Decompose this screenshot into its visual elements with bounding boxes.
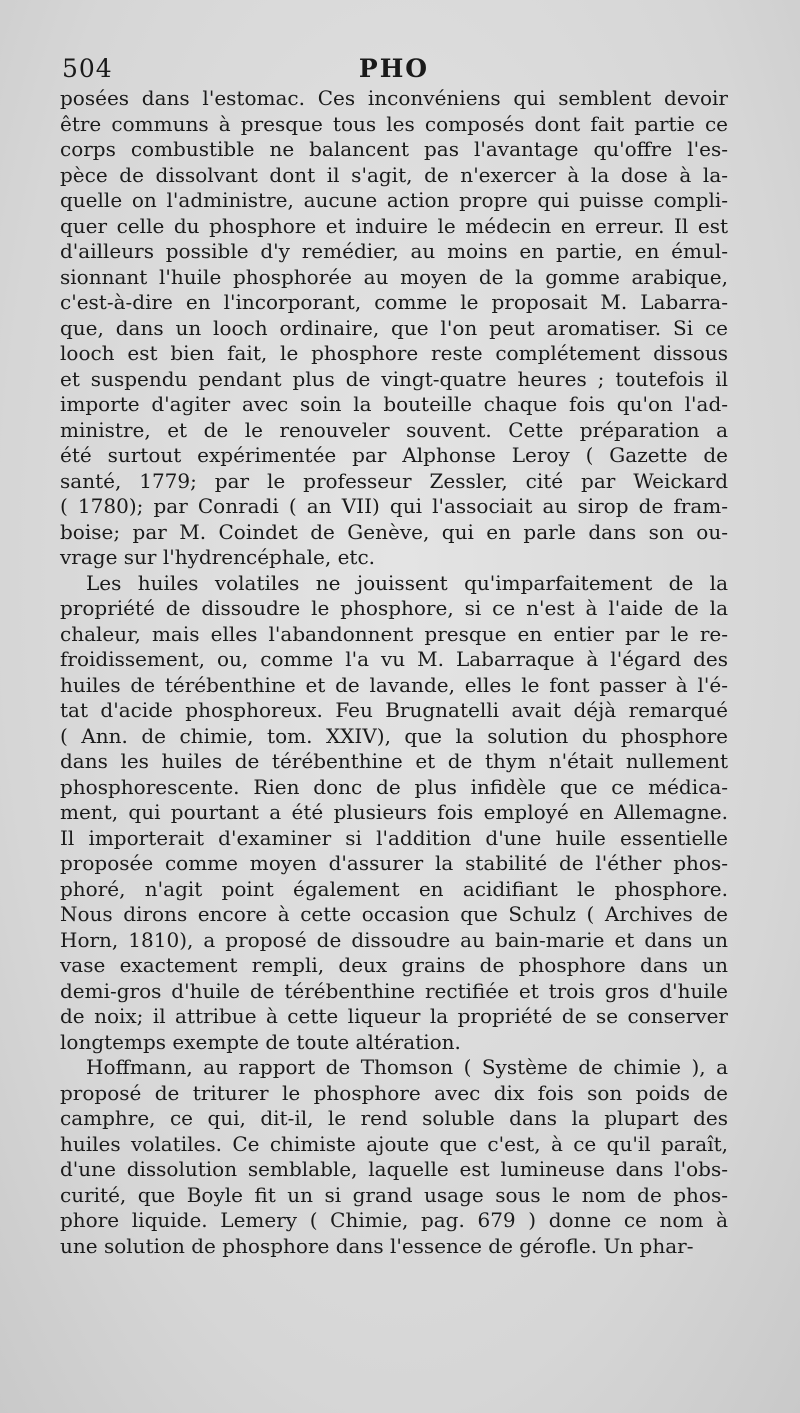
text-line: Il importerait d'examiner si l'addition d'une huile essentielle	[60, 825, 728, 850]
text-line: phosphorescente. Rien donc de plus infidèle que ce médica-	[60, 774, 728, 799]
text-line: d'une dissolution semblable, laquelle est lumineuse dans l'obs-	[60, 1157, 728, 1181]
text-line: quelle on l'administre, aucune action propre qui puisse compli-	[60, 188, 728, 212]
text-line: huiles de térébenthine et de lavande, elles le font passer à l'é-	[60, 672, 728, 697]
page-text	[60, 86, 728, 1259]
text-line: de noix; il attribue à cette liqueur la propriété de se conserver	[60, 1004, 728, 1028]
text-line: pèce de dissolvant dont il s'agit, de n'exercer à la dose à la-	[60, 162, 728, 187]
text-line: ministre, et de le renouveler souvent. Cette préparation a	[60, 417, 728, 442]
text-line: importe d'agiter avec soin la bouteille chaque fois qu'on l'ad-	[60, 392, 728, 416]
text-line: santé, 1779; par le professeur Zessler, cité par Weickard	[60, 468, 728, 493]
text-line: posées dans l'estomac. Ces inconvéniens qui semblent devoir	[60, 86, 728, 110]
text-line: froidissement, ou, comme l'a vu M. Labarraque à l'égard des	[60, 647, 728, 671]
text-line: proposée comme moyen d'assurer la stabilité de l'éther phos-	[60, 851, 728, 875]
text-line: chaleur, mais elles l'abandonnent presque en entier par le re-	[60, 621, 728, 646]
text-line: ment, qui pourtant a été plusieurs fois employé en Allemagne.	[60, 800, 728, 824]
text-line: que, dans un looch ordinaire, que l'on peut aromatiser. Si ce	[60, 315, 728, 340]
text-line: c'est-à-dire en l'incorporant, comme le proposait M. Labarra-	[60, 290, 728, 314]
text-line: proposé de triturer le phosphore avec dix fois son poids de	[60, 1080, 728, 1105]
text-line: boise; par M. Coindet de Genève, qui en parle dans son ou-	[60, 519, 728, 544]
running-head: PHO	[358, 54, 430, 83]
text-line: dans les huiles de térébenthine et de thym n'était nullement	[60, 749, 728, 773]
text-line: curité, que Boyle fit un si grand usage sous le nom de phos-	[60, 1182, 728, 1207]
text-line: été surtout expérimentée par Alphonse Leroy ( Gazette de	[60, 443, 728, 467]
text-line: et suspendu pendant plus de vingt-quatre heures ; toutefois il	[60, 366, 728, 391]
text-line: ( 1780); par Conradi ( an VII) qui l'associait au sirop de fram-	[60, 494, 728, 518]
text-line: Les huiles volatiles ne jouissent qu'imparfaitement de la	[86, 570, 728, 595]
text-line: demi-gros d'huile de térébenthine rectifiée et trois gros d'huile	[60, 978, 728, 1003]
text-line: phore liquide. Lemery ( Chimie, pag. 679 ) donne ce nom à	[60, 1208, 728, 1232]
text-line: ( Ann. de chimie, tom. XXIV), que la solution du phosphore	[60, 723, 728, 748]
text-line: quer celle du phosphore et induire le médecin en erreur. Il est	[60, 213, 728, 238]
text-line: propriété de dissoudre le phosphore, si ce n'est à l'aide de la	[60, 596, 728, 620]
text-line: être communs à presque tous les composés dont fait partie ce	[60, 111, 728, 136]
text-line: Horn, 1810), a proposé de dissoudre au bain-marie et dans un	[60, 927, 728, 952]
text-line: sionnant l'huile phosphorée au moyen de la gomme arabique,	[60, 264, 728, 289]
text-line: Hoffmann, au rapport de Thomson ( Système de chimie ), a	[86, 1055, 728, 1079]
text-line: looch est bien fait, le phosphore reste complétement dissous	[60, 341, 728, 365]
text-line: longtemps exempte de toute altération.	[60, 1029, 461, 1054]
text-line: corps combustible ne balancent pas l'avantage qu'offre l'es-	[60, 137, 728, 161]
text-line: d'ailleurs possible d'y remédier, au moins en partie, en émul-	[60, 239, 728, 263]
text-line: une solution de phosphore dans l'essence de gérofle. Un phar-	[60, 1233, 694, 1258]
text-line: vase exactement rempli, deux grains de phosphore dans un	[60, 953, 728, 977]
page-header	[62, 52, 726, 86]
text-line: camphre, ce qui, dit-il, le rend soluble dans la plupart des	[60, 1106, 728, 1130]
page-number: 504	[62, 54, 113, 83]
text-line: huiles volatiles. Ce chimiste ajoute que c'est, à ce qu'il paraît,	[60, 1131, 728, 1156]
text-line: phoré, n'agit point également en acidifiant le phosphore.	[60, 876, 728, 901]
text-line: Nous dirons encore à cette occasion que Schulz ( Archives de	[60, 902, 728, 926]
text-line: vrage sur l'hydrencéphale, etc.	[60, 545, 376, 569]
text-line: tat d'acide phosphoreux. Feu Brugnatelli avait déjà remarqué	[60, 698, 728, 722]
